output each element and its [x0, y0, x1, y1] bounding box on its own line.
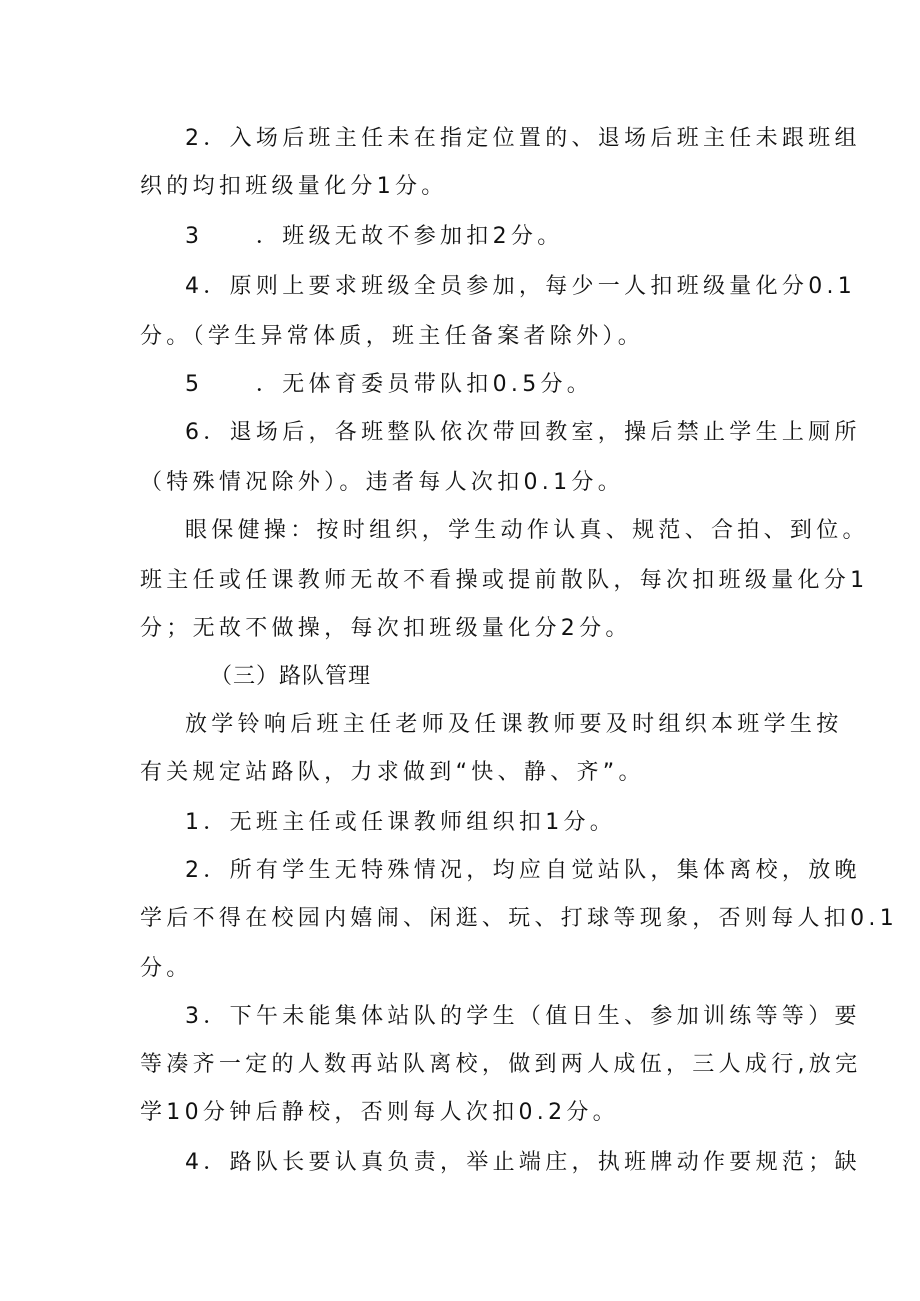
paragraph-line: 眼保健操：按时组织，学生动作认真、规范、合拍、到位。	[185, 518, 869, 543]
paragraph-line: （特殊情况除外）。违者每人次扣0.1分。	[140, 470, 624, 495]
section-heading: （三）路队管理	[210, 664, 372, 689]
paragraph-line: 分。（学生异常体质，班主任备案者除外）。	[140, 324, 645, 349]
paragraph-line: 3 ．班级无故不参加扣2分。	[185, 224, 564, 249]
paragraph-line: 分。	[140, 956, 193, 981]
paragraph-line: 织的均扣班级量化分1分。	[140, 174, 448, 199]
paragraph-line: 2．入场后班主任未在指定位置的、退场后班主任未跟班组	[185, 126, 861, 151]
paragraph-line: 有关规定站路队，力求做到“快、静、齐”。	[140, 760, 645, 785]
paragraph-line: 班主任或任课教师无故不看操或提前散队，每次扣班级量化分1	[140, 568, 869, 593]
paragraph-line: 放学铃响后班主任老师及任课教师要及时组织本班学生按	[185, 712, 843, 737]
paragraph-line: 3．下午未能集体站队的学生（值日生、参加训练等等）要	[185, 1004, 861, 1029]
paragraph-line: 2．所有学生无特殊情况，均应自觉站队，集体离校，放晚	[185, 858, 861, 883]
paragraph-line: 1．无班主任或任课教师组织扣1分。	[185, 810, 617, 835]
paragraph-line: 学10分钟后静校，否则每人次扣0.2分。	[140, 1100, 619, 1125]
paragraph-line: 学后不得在校园内嬉闹、闲逛、玩、打球等现象，否则每人扣0.1	[140, 906, 898, 931]
paragraph-line: 6．退场后，各班整队依次带回教室，操后禁止学生上厕所	[185, 420, 861, 445]
paragraph-line: 4．路队长要认真负责，举止端庄，执班牌动作要规范；缺	[185, 1150, 861, 1175]
paragraph-line: 5 ．无体育委员带队扣0.5分。	[185, 372, 594, 397]
paragraph-line: 4．原则上要求班级全员参加，每少一人扣班级量化分0.1	[185, 274, 857, 299]
paragraph-line: 分；无故不做操，每次扣班级量化分2分。	[140, 616, 632, 641]
paragraph-line: 等凑齐一定的人数再站队离校，做到两人成伍，三人成行,放完	[140, 1052, 862, 1077]
